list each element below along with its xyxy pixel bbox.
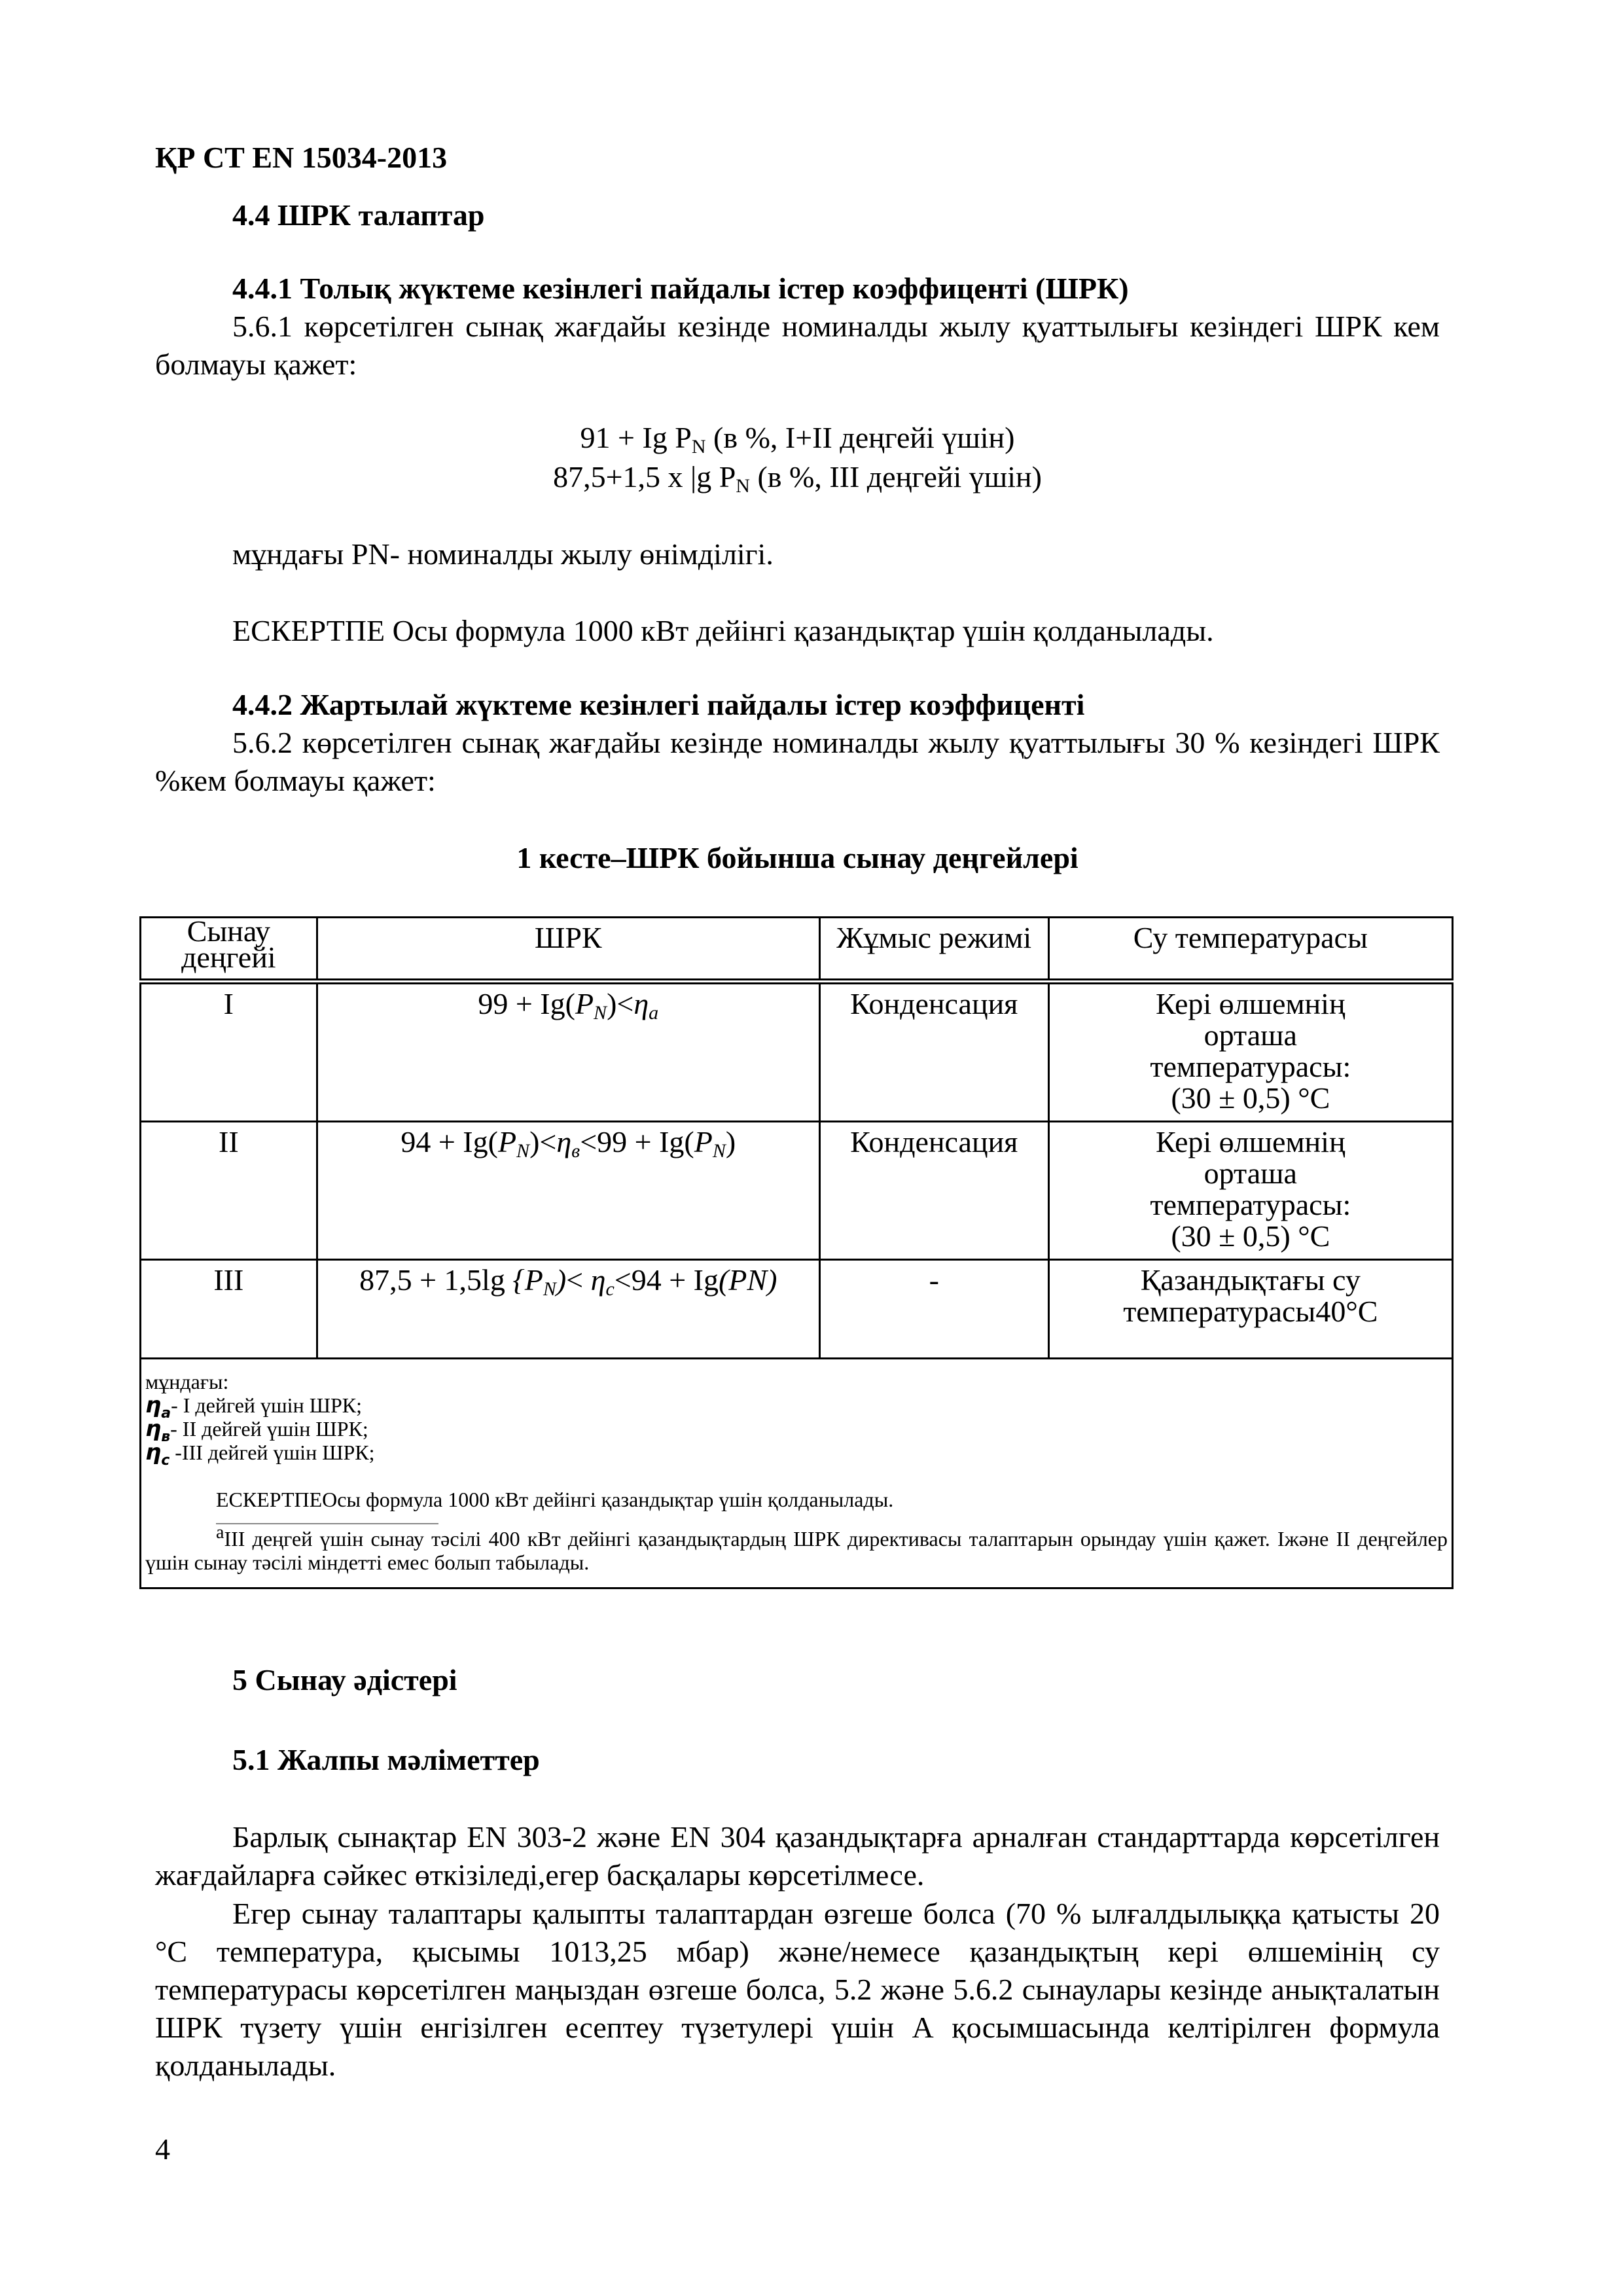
notes-remark: ЕСКЕРТПЕОсы формула 1000 кВт дейінгі қазандықтар үшін қолданылады. — [216, 1488, 894, 1511]
table-header-row — [141, 918, 1453, 982]
formula-note: ЕСКЕРТПЕ Осы формула 1000 кВт дейінгі қазандықтар үшін қолданылады. — [232, 614, 1214, 647]
table-caption: 1 кесте–ШРК бойынша сынау деңгейлері — [516, 841, 1079, 874]
row-level: II — [141, 1122, 317, 1260]
table-row — [141, 982, 1453, 1122]
table-row — [141, 1122, 1453, 1260]
row-mode: - — [819, 1260, 1048, 1359]
row-formula: $99 + Ig(P_N)<\eta_a$ — [317, 982, 819, 1122]
table-row — [141, 1260, 1453, 1359]
header-operating-mode: Жұмыс режимі — [819, 918, 1048, 982]
notes-where: мұндағы: — [145, 1370, 229, 1393]
section-5-title: 5 Сынау әдістері — [232, 1663, 457, 1696]
row-temperature: Қазандықтағы су температурасы40°C — [1048, 1260, 1452, 1359]
section-4-4-1-text: 5.6.1 көрсетілген сынақ жағдайы кезінде номиналды жылу қуаттылығы кезіндегі ШРК кем болмауы қажет: — [155, 310, 1440, 381]
header-efficiency: ШРК — [317, 918, 819, 982]
header-test-level: Сынау деңгейі — [141, 918, 317, 982]
section-5-1-paragraph-2: Егер сынау талаптары қалыпты талаптардан өзгеше болса (70 % ылғалдылыққа қатысты 20 °C температура, қысымы 1013,25 мбар) және/немесе қазандықтың кері өлшемінің су температурасы көрсетілген маңыздан өзгеше болса, 5.2 және 5.6.2 сынаулары кезінде анықталатын ШРК түзету үшін енгізілген есептеу түзетулері үшін А қосымшасында келтірілген формула қолданылады. — [155, 1897, 1440, 2082]
section-4-4-title: 4.4 ШРК талаптар — [232, 198, 485, 232]
formula-1: 91 + Ig $P_N$ (в %, I+II деңгейі үшін) — [580, 421, 1015, 457]
test-levels-table — [139, 916, 1454, 1589]
header-water-temperature: Су температурасы — [1048, 918, 1452, 982]
note-eta-b: $\eta_в-$ II дейгей үшін ШРК; — [145, 1416, 368, 1445]
table-notes-row — [141, 1359, 1453, 1588]
section-4-4-1-title: 4.4.1 Толық жүктеме кезінлегі пайдалы істер коэффиценті (ШРК) — [232, 272, 1129, 305]
row-mode: Конденсация — [819, 982, 1048, 1122]
table-footnote: $^a$III деңгей үшін сынау тәсілі 400 кВт дейінгі қазандықтардың ШРК директивасы талаптарын орындау үшін қажет. Іжәне II деңгейлер үшін сынау тәсілі міндетті емес болып табылады. — [145, 1522, 1448, 1574]
row-level: III — [141, 1260, 317, 1359]
section-5-1-paragraph-1: Барлық сынақтар EN 303-2 және EN 304 қазандықтарға арналған стандарттарда көрсетілген жағдайларға сәйкес өткізіледі,егер басқалары көрсетілмесе. — [155, 1820, 1440, 1892]
formula-2: 87,5+1,5 x |g $P_N$ (в %, III деңгейі үшін) — [553, 460, 1042, 497]
section-4-4-2-text: 5.6.2 көрсетілген сынақ жағдайы кезінде номиналды жылу қуаттылығы 30 % кезіндегі ШРК %кем болмауы қажет: — [155, 726, 1440, 797]
row-level: I — [141, 982, 317, 1122]
document-code: ҚР СТ EN 15034-2013 — [155, 141, 448, 174]
note-eta-a: $\eta_a-$ I дейгей үшін ШРК; — [145, 1392, 362, 1422]
formula-where: мұндағы PN- номиналды жылу өнімділігі. — [232, 537, 774, 571]
section-4-4-2-title: 4.4.2 Жартылай жүктеме кезінлегі пайдалы істер коэффиценті — [232, 688, 1085, 721]
page-number: 4 — [155, 2132, 170, 2166]
row-formula: $94 + Ig(P_N)<\eta_в<99 + Ig(P_N)$ — [317, 1122, 819, 1260]
footnote-rule — [216, 1523, 438, 1524]
row-mode: Конденсация — [819, 1122, 1048, 1260]
note-eta-c: $\eta_c$ -III дейгей үшін ШРК; — [145, 1439, 375, 1469]
table-notes — [141, 1359, 1453, 1588]
row-formula: 87,5 + 1,5lg $\{P_N)< \eta_c<94 + Ig(PN)$ — [317, 1260, 819, 1359]
row-temperature: Кері өлшемнің орташа температурасы: (30 ± 0,5) °C — [1048, 982, 1452, 1122]
row-temperature: Кері өлшемнің орташа температурасы: (30 ± 0,5) °C — [1048, 1122, 1452, 1260]
section-5-1-title: 5.1 Жалпы мәліметтер — [232, 1743, 540, 1776]
